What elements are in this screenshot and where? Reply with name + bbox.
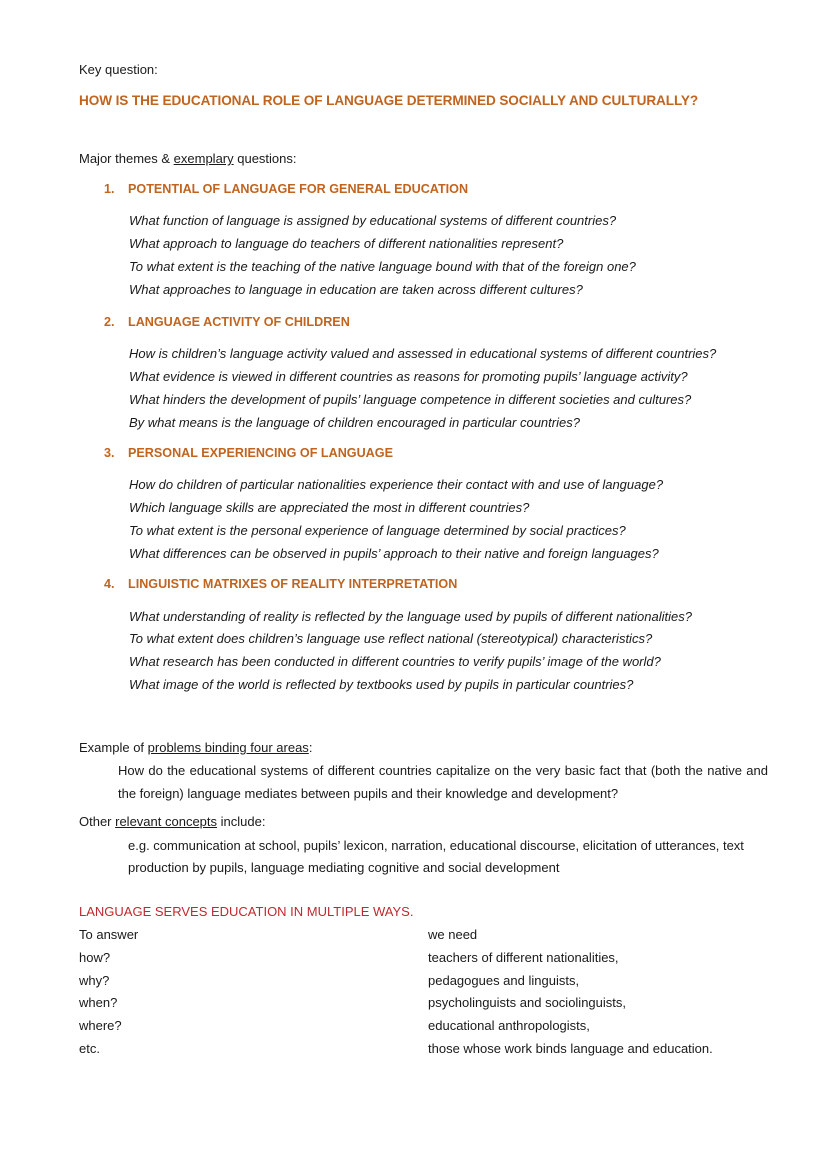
question-item: How do children of particular nationalities experience their contact with and use of language? <box>129 477 664 492</box>
question-item: What approach to language do teachers of different nationalities represent? <box>129 236 564 251</box>
question-item: What research has been conducted in different countries to verify pupils’ image of the world? <box>129 654 661 669</box>
answer-left: etc. <box>79 1041 100 1056</box>
themes-intro-before: Major themes & <box>79 151 174 166</box>
theme-number: 4. <box>104 577 115 591</box>
question-item: To what extent is the teaching of the native language bound with that of the foreign one? <box>129 259 636 274</box>
theme-number: 2. <box>104 315 115 329</box>
question-item: How is children’s language activity valued and assessed in educational systems of different countries? <box>129 346 717 361</box>
theme-title: PERSONAL EXPERIENCING OF LANGUAGE <box>128 446 393 460</box>
answer-left: why? <box>79 973 110 988</box>
answer-left: when? <box>79 995 118 1010</box>
example-after: : <box>308 740 313 755</box>
question-item: What understanding of reality is reflected by the language used by pupils of different nationalities? <box>129 609 692 624</box>
theme-number: 1. <box>104 182 115 196</box>
concepts-before: Other <box>79 814 116 829</box>
question-item: What differences can be observed in pupils’ approach to their native and foreign languages? <box>129 546 659 561</box>
example-text: How do the educational systems of different countries capitalize on the very basic fact that (both the native and the foreign) language mediates between pupils and their knowledge and development? <box>118 763 768 801</box>
question-item: Which language skills are appreciated the most in different countries? <box>129 500 530 515</box>
theme-title: LINGUISTIC MATRIXES OF REALITY INTERPRETATION <box>128 577 458 591</box>
themes-intro-underlined: exemplary <box>173 151 234 166</box>
theme-title: POTENTIAL OF LANGUAGE FOR GENERAL EDUCATION <box>128 182 469 196</box>
question-item: What approaches to language in education are taken across different cultures? <box>129 282 583 297</box>
answer-right: educational anthropologists, <box>428 1018 590 1033</box>
answer-left: how? <box>79 950 111 965</box>
concepts-text: e.g. communication at school, pupils’ lexicon, narration, educational discourse, elicitation of utterances, text production by pupils, language mediating cognitive and social development <box>128 838 744 875</box>
answer-left: where? <box>79 1018 122 1033</box>
example-before: Example of <box>79 740 148 755</box>
question-item: To what extent is the personal experience of language determined by social practices? <box>129 523 626 538</box>
question-item: What function of language is assigned by educational systems of different countries? <box>129 213 617 228</box>
concepts-underlined: relevant concepts <box>115 814 218 829</box>
question-item: What image of the world is reflected by textbooks used by pupils in particular countries? <box>129 677 634 692</box>
theme-number: 3. <box>104 446 115 460</box>
concepts-after: include: <box>217 814 266 829</box>
answer-right: psycholinguists and sociolinguists, <box>428 995 626 1010</box>
theme-heading-1 <box>104 182 468 196</box>
answer-left: To answer <box>79 927 139 942</box>
answer-right: we need <box>428 927 478 942</box>
theme-heading-3 <box>104 446 393 460</box>
question-item: What evidence is viewed in different countries as reasons for promoting pupils’ language activity? <box>129 369 688 384</box>
key-question-label: Key question: <box>79 62 158 77</box>
main-question: HOW IS THE EDUCATIONAL ROLE OF LANGUAGE DETERMINED SOCIALLY AND CULTURALLY? <box>79 93 699 108</box>
example-underlined: problems binding four areas <box>147 740 309 755</box>
theme-heading-2 <box>104 315 350 329</box>
themes-intro <box>79 151 297 166</box>
question-item: To what extent does children’s language use reflect national (stereotypical) characteristics? <box>129 631 653 646</box>
theme-title: LANGUAGE ACTIVITY OF CHILDREN <box>128 315 350 329</box>
answer-right: pedagogues and linguists, <box>428 973 580 988</box>
concepts-intro <box>79 814 265 829</box>
question-item: What hinders the development of pupils’ language competence in different societies and cultures? <box>129 392 692 407</box>
answer-right: teachers of different nationalities, <box>428 950 619 965</box>
themes-intro-after: questions: <box>233 151 297 166</box>
serves-heading: LANGUAGE SERVES EDUCATION IN MULTIPLE WAYS. <box>79 904 414 919</box>
question-item: By what means is the language of children encouraged in particular countries? <box>129 415 580 430</box>
theme-heading-4 <box>104 577 457 591</box>
answer-right: those whose work binds language and education. <box>428 1041 713 1056</box>
example-intro <box>79 740 312 755</box>
